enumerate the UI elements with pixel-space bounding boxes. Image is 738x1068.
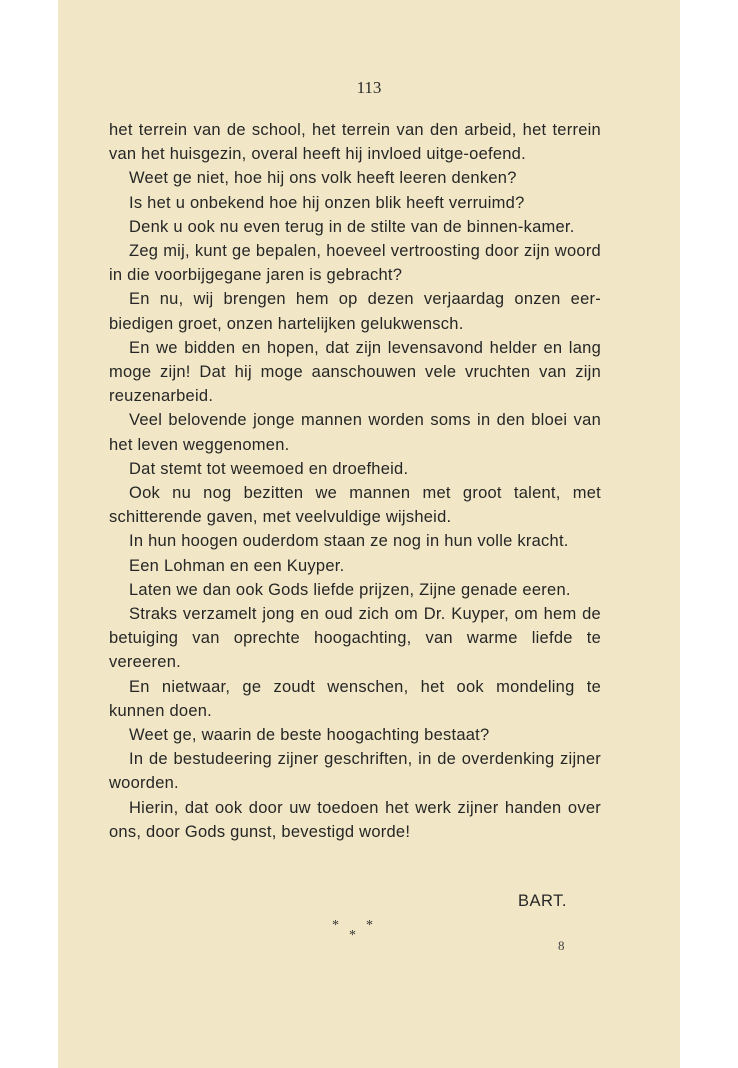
paragraph: In de bestudeering zijner geschriften, in de overdenking zijner woorden. [109,750,601,793]
author-signature: BART. [518,892,567,910]
page-number: 113 [356,78,382,97]
paragraph: Zeg mij, kunt ge bepalen, hoeveel vertroosting door zijn woord in die voorbijgegane jaren is gebracht? [109,242,601,285]
asterisk: * [332,918,339,933]
paragraph: Laten we dan ook Gods liefde prijzen, Zijne genade eeren. [129,580,571,599]
paragraph: Denk u ook nu even terug in de stilte van de binnen-kamer. [129,217,575,236]
body-text [109,118,601,844]
book-page [58,0,680,1068]
asterisk: * [366,918,373,933]
asterism-ornament [328,918,378,944]
paragraph: Weet ge niet, hoe hij ons volk heeft leeren denken? [129,169,517,188]
paragraph: het terrein van de school, het terrein van den arbeid, het terrein van het huisgezin, overal heeft hij invloed uitge-oefend. [109,121,601,164]
paragraph: Is het u onbekend hoe hij onzen blik heeft verruimd? [129,193,525,212]
paragraph: Weet ge, waarin de beste hoogachting bestaat? [129,726,490,745]
asterisk: * [349,928,356,943]
paragraph: Dat stemt tot weemoed en droefheid. [129,459,409,478]
paragraph: Hierin, dat ook door uw toedoen het werk zijner handen over ons, door Gods gunst, bevestigd worde! [109,798,601,841]
paragraph: Een Lohman en een Kuyper. [129,556,345,575]
paragraph: Veel belovende jonge mannen worden soms in den bloei van het leven weggenomen. [109,411,601,454]
signature-mark: 8 [558,938,565,953]
paragraph: En nietwaar, ge zoudt wenschen, het ook mondeling te kunnen doen. [109,677,601,720]
paragraph: En nu, wij brengen hem op dezen verjaardag onzen eer-biedigen groet, onzen hartelijken gelukwensch. [109,290,601,333]
paragraph: In hun hoogen ouderdom staan ze nog in hun volle kracht. [129,532,569,551]
paragraph: Straks verzamelt jong en oud zich om Dr. Kuyper, om hem de betuiging van oprechte hoogachting, van warme liefde te vereeren. [109,605,601,672]
paragraph: Ook nu nog bezitten we mannen met groot talent, met schitterende gaven, met veelvuldige wijsheid. [109,484,601,527]
paragraph: En we bidden en hopen, dat zijn levensavond helder en lang moge zijn! Dat hij moge aanschouwen vele vruchten van zijn reuzenarbeid. [109,338,601,406]
